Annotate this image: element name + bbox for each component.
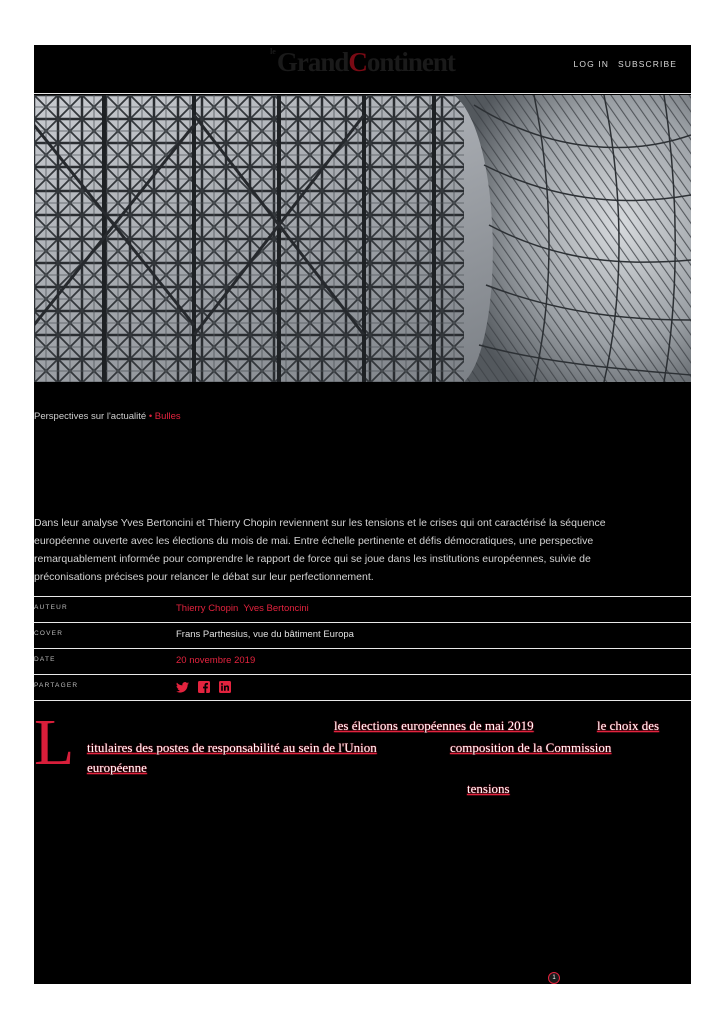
meta-authors [176,603,309,614]
facebook-icon[interactable] [198,681,210,693]
twitter-icon[interactable] [176,682,189,693]
hero-image [34,95,691,382]
meta-date-value: 20 novembre 2019 [176,655,256,666]
logo-part2: ontinent [366,47,455,77]
meta-key-date: DATE [34,656,56,663]
logo-accent: C [348,47,367,77]
breadcrumb [34,411,181,422]
article-lede: Dans leur analyse Yves Bertoncini et Thierry Chopin reviennent sur les tensions et le crises qui ont caractérisé la séquence européenne ouverte avec les élections du mois de mai. Entre échelle pertinente et défis démocratiques, une perspective remarquablement informée pour comprendre le rapport de force qui se joue dans les institutions européennes, suivie de préconisations précises pour relancer le débat sur leur perfectionnement. [34,517,606,583]
article-link[interactable]: les élections européennes de mai 2019 [334,718,534,733]
logo-part1: Grand [276,47,349,77]
meta-row-date [34,648,691,674]
article-link[interactable]: européenne [87,760,147,775]
meta-row-cover [34,622,691,648]
drop-cap: L [34,706,75,779]
article-link[interactable]: composition de la Commission [450,740,612,755]
article-link[interactable]: le choix des [597,718,660,733]
login-link[interactable]: LOG IN [573,59,609,69]
meta-row-author [34,596,691,622]
breadcrumb-separator: • [148,411,153,422]
logo-prefix: le [270,47,276,56]
author-link[interactable]: Thierry Chopin [176,603,239,614]
meta-key-share: PARTAGER [34,682,79,689]
top-nav [574,59,677,69]
share-buttons [176,681,231,693]
linkedin-icon[interactable] [219,681,231,693]
meta-key-cover: COVER [34,630,64,637]
meta-cover-value: Frans Parthesius, vue du bâtiment Europa [176,629,354,640]
subscribe-link[interactable]: SUBSCRIBE [617,59,677,69]
breadcrumb-section[interactable]: Perspectives sur l'actualité [34,411,147,422]
article-link[interactable]: titulaires des postes de responsabilité au sein de l'Union [87,740,377,755]
article-meta [34,596,691,701]
breadcrumb-tag[interactable]: Bulles [154,411,181,422]
meta-key-author: AUTEUR [34,604,68,611]
footnote-marker[interactable]: 1 [548,972,560,984]
meta-row-share [34,674,691,701]
author-link[interactable]: Yves Bertoncini [243,603,309,614]
header-divider [34,93,691,94]
article-link[interactable]: tensions [467,781,510,796]
page [34,45,691,984]
